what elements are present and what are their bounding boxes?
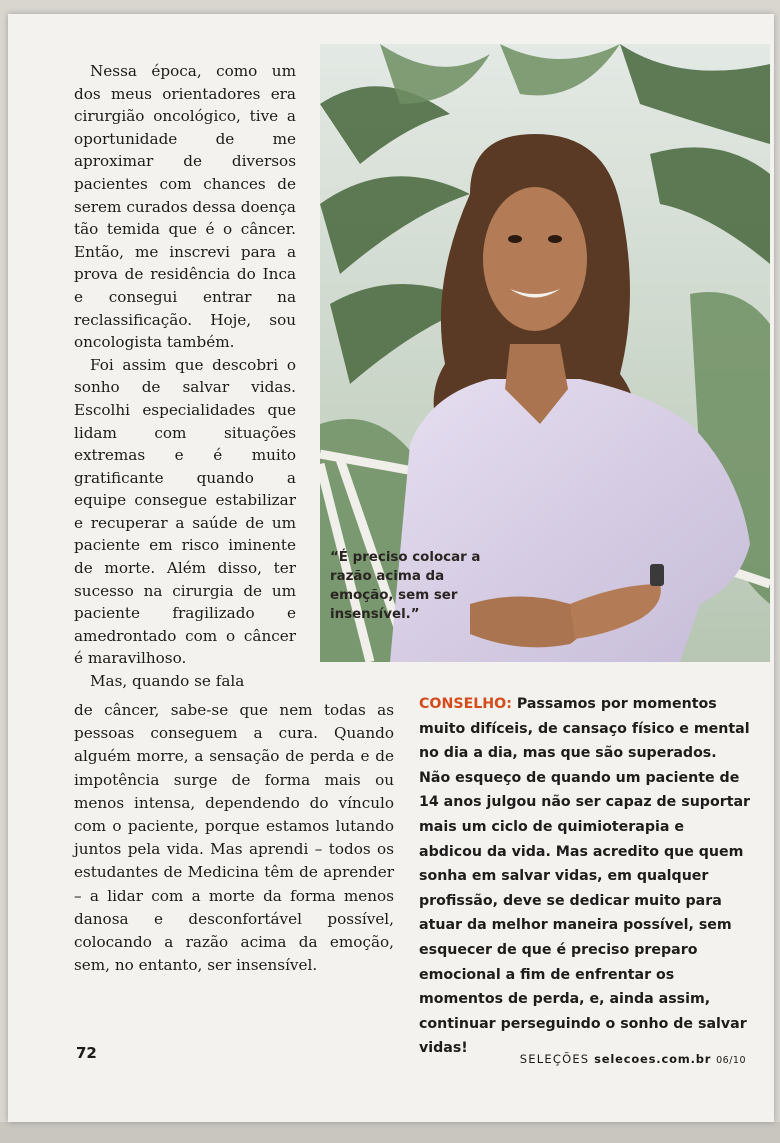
page-footer (520, 1052, 746, 1066)
article-paragraph-3-start: Mas, quando se fala (90, 672, 245, 691)
scan-background-strip (0, 1122, 780, 1143)
page-number: 72 (76, 1044, 97, 1062)
article-column-left (74, 60, 296, 693)
article-column-bottom (74, 699, 394, 977)
article-paragraph-2: Foi assim que descobri o sonho de salvar vidas. Escolhi especialidades que lidam com situações extremas e é muito gratificante quando a equipe consegue estabilizar e recuperar a saúde de um paciente em risco iminente de morte. Além disso, ter sucesso na cirurgia de um paciente fragilizado e amedrontado com o câncer é maravilhoso. (74, 355, 296, 668)
article-paragraph-1: Nessa época, como um dos meus orientadores era cirurgião oncológico, tive a oportunidade de me aproximar de diversos pacientes com chances de serem curados dessa doença tão temida que é o câncer. Então, me inscrevi para a prova de residência do Inca e consegui entrar na reclassificação. Hoje, sou oncologista também. (74, 62, 296, 352)
article-paragraph-3-rest: de câncer, sabe-se que nem todas as pessoas conseguem a cura. Quando alguém morre, a sensação de perda e de impotência surge de forma mais ou menos intensa, dependendo do vínculo com o paciente, porque estamos lutando juntos pela vida. Mas aprendi – todos os estudantes de Medicina têm de aprender – a lidar com a morte da forma menos danosa e desconfortável possível, colocando a razão acima da emoção, sem, no entanto, ser insensível. (74, 701, 394, 975)
photo-pull-quote: “É preciso colocar a razão acima da emoção, sem ser insensível.” (330, 550, 481, 622)
advice-text: Passamos por momentos muito difíceis, de cansaço físico e mental no dia a dia, mas que são superados. Não esqueço de quando um paciente de 14 anos julgou não ser capaz de suportar mais um ciclo de quimioterapia e abdicou da vida. Mas acredito que quem sonha em salvar vidas, em qualquer profissão, deve se dedicar muito para atuar da melhor maneira possível, sem esquecer de que é preciso preparo emocional a fim de enfrentar os momentos de perda, e, ainda assim, continuar perseguindo o sonho de salvar vidas! (419, 696, 751, 1057)
advice-label: CONSELHO: (419, 696, 512, 712)
website-link[interactable]: selecoes.com.br (594, 1052, 712, 1066)
magazine-name: SELEÇÕES (519, 1052, 590, 1066)
advice-box (419, 692, 751, 1061)
issue-date: 06/10 (716, 1055, 746, 1066)
